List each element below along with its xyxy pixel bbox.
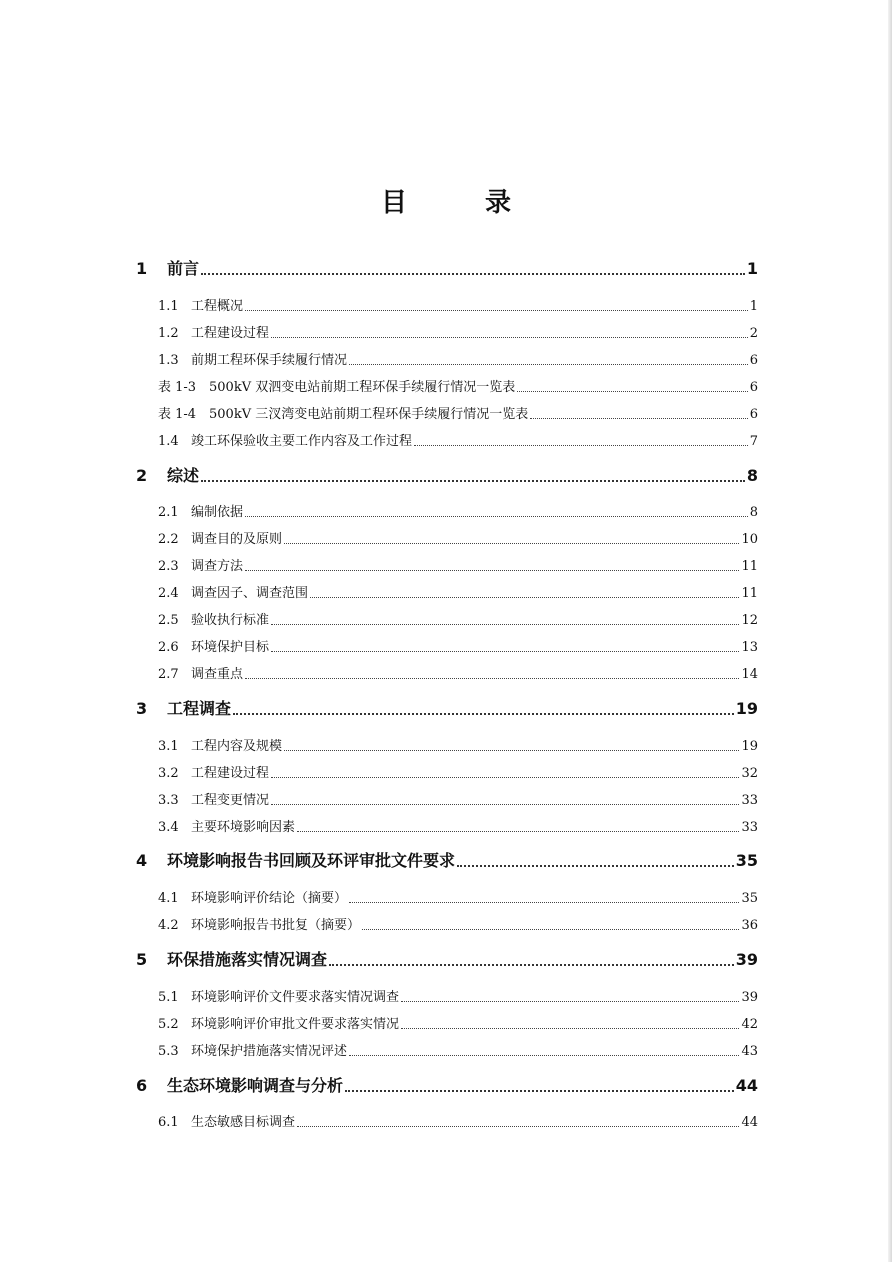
dot-leader	[271, 804, 739, 805]
toc-entry-number: 5.1	[158, 990, 179, 1005]
toc-entry-page: 6	[749, 353, 758, 368]
toc-entry-page: 11	[741, 559, 758, 574]
toc-section-entry[interactable]	[158, 789, 758, 808]
toc-entry-number: 2	[136, 466, 148, 485]
toc-entry-page: 2	[749, 326, 758, 341]
toc-entry-label: 500kV 双泗变电站前期工程环保手续履行情况一览表	[209, 380, 516, 395]
toc-chapter-entry[interactable]	[136, 463, 758, 486]
toc-entry-page: 10	[741, 532, 758, 547]
toc-entry-number: 2.3	[158, 559, 179, 574]
toc-entry-label: 工程变更情况	[191, 793, 270, 808]
toc-section-entry[interactable]	[158, 501, 758, 520]
toc-section-entry[interactable]	[158, 735, 758, 754]
toc-entry-page: 12	[741, 613, 758, 628]
toc-entry-label: 编制依据	[191, 505, 244, 520]
toc-entry-label: 生态环境影响调查与分析	[167, 1076, 344, 1095]
dot-leader	[329, 964, 734, 966]
toc-entry-page: 6	[749, 380, 758, 395]
toc-entry-page: 44	[741, 1115, 758, 1130]
toc-entry-page: 35	[735, 851, 758, 870]
toc-entry-label: 环境影响报告书批复（摘要）	[191, 918, 361, 933]
toc-entry-label: 验收执行标准	[191, 613, 270, 628]
dot-leader	[345, 1090, 734, 1092]
toc-entry-page: 33	[741, 820, 758, 835]
toc-entry-page: 1	[749, 299, 758, 314]
dot-leader	[349, 902, 739, 903]
toc-section-entry[interactable]	[158, 816, 758, 835]
toc-entry-page: 44	[735, 1076, 758, 1095]
toc-entry-number: 1.1	[158, 299, 179, 314]
toc-entry-number: 4.2	[158, 918, 179, 933]
toc-entry-label: 500kV 三汊湾变电站前期工程环保手续履行情况一览表	[209, 407, 529, 422]
toc-entry-number: 2.6	[158, 640, 179, 655]
dot-leader	[271, 624, 739, 625]
toc-entry-label: 调查目的及原则	[191, 532, 283, 547]
toc-entry-label: 工程建设过程	[191, 326, 270, 341]
toc-entry-number: 3.2	[158, 766, 179, 781]
toc-entry-page: 6	[749, 407, 758, 422]
toc-entry-label: 竣工环保验收主要工作内容及工作过程	[191, 434, 413, 449]
dot-leader	[245, 678, 739, 679]
dot-leader	[201, 480, 745, 482]
toc-entry-label: 调查重点	[191, 667, 244, 682]
toc-section-entry[interactable]	[158, 322, 758, 341]
dot-leader	[517, 391, 748, 392]
toc-chapter-entry[interactable]	[136, 256, 758, 279]
toc-entry-label: 环境影响评价审批文件要求落实情况	[191, 1017, 400, 1032]
toc-section-entry[interactable]	[158, 349, 758, 368]
toc-section-entry[interactable]	[158, 295, 758, 314]
toc-entry-number: 3.4	[158, 820, 179, 835]
toc-section-entry[interactable]	[158, 636, 758, 655]
toc-entry-page: 39	[741, 990, 758, 1005]
toc-entry-page: 8	[746, 466, 758, 485]
dot-leader	[201, 273, 745, 275]
toc-entry-number: 5	[136, 950, 148, 969]
dot-leader	[401, 1001, 739, 1002]
toc-entry-label: 环境保护目标	[191, 640, 270, 655]
toc-entry-label: 环境影响报告书回顾及环评审批文件要求	[167, 851, 456, 870]
toc-entry-page: 36	[741, 918, 758, 933]
toc-section-entry[interactable]	[158, 582, 758, 601]
toc-section-entry[interactable]	[158, 430, 758, 449]
toc-entry-page: 39	[735, 950, 758, 969]
toc-entry-page: 32	[741, 766, 758, 781]
toc-entry-label: 主要环境影响因素	[191, 820, 296, 835]
toc-entry-page: 11	[741, 586, 758, 601]
toc-entry-number: 2.7	[158, 667, 179, 682]
toc-entry-page: 13	[741, 640, 758, 655]
toc-chapter-entry[interactable]	[136, 696, 758, 719]
dot-leader	[271, 651, 739, 652]
toc-section-entry[interactable]	[158, 914, 758, 933]
dot-leader	[401, 1028, 739, 1029]
toc-section-entry[interactable]	[158, 986, 758, 1005]
toc-entry-page: 19	[735, 699, 758, 718]
dot-leader	[245, 570, 739, 571]
toc-entry-number: 6.1	[158, 1115, 179, 1130]
toc-entry-label: 综述	[167, 466, 200, 485]
dot-leader	[271, 337, 748, 338]
toc-entry-page: 19	[741, 739, 758, 754]
toc-entry-label: 调查因子、调查范围	[191, 586, 309, 601]
toc-entry-page: 1	[746, 259, 758, 278]
dot-leader	[297, 1126, 739, 1127]
toc-entry-number: 5.2	[158, 1017, 179, 1032]
dot-leader	[284, 543, 739, 544]
toc-entry-page: 33	[741, 793, 758, 808]
toc-entry-label: 前期工程环保手续履行情况	[191, 353, 348, 368]
toc-section-entry[interactable]	[158, 1040, 758, 1059]
toc-entry-label: 前言	[167, 259, 200, 278]
toc-entry-number: 1	[136, 259, 148, 278]
toc-entry-number: 2.5	[158, 613, 179, 628]
toc-entry-number: 1.2	[158, 326, 179, 341]
toc-entry-label: 工程建设过程	[191, 766, 270, 781]
toc-entry-number: 3.3	[158, 793, 179, 808]
toc-entry-label: 环保措施落实情况调查	[167, 950, 328, 969]
toc-entry-number: 6	[136, 1076, 148, 1095]
dot-leader	[362, 929, 739, 930]
toc-section-entry[interactable]	[158, 1111, 758, 1130]
toc-entry-page: 8	[749, 505, 758, 520]
toc-entry-number: 2.2	[158, 532, 179, 547]
toc-section-entry[interactable]	[158, 663, 758, 682]
dot-leader	[233, 713, 734, 715]
toc-entry-number: 2.4	[158, 586, 179, 601]
toc-chapter-entry[interactable]	[136, 1073, 758, 1096]
toc-entry-label: 环境影响评价文件要求落实情况调查	[191, 990, 400, 1005]
dot-leader	[284, 750, 739, 751]
dot-leader	[271, 777, 739, 778]
toc-entry-number: 5.3	[158, 1044, 179, 1059]
toc-section-entry[interactable]	[158, 376, 758, 395]
dot-leader	[349, 1055, 739, 1056]
toc-entry-number: 表 1-3	[158, 380, 197, 395]
toc-entry-label: 环境影响评价结论（摘要）	[191, 891, 348, 906]
toc-section-entry[interactable]	[158, 887, 758, 906]
dot-leader	[457, 865, 734, 867]
toc-chapter-entry[interactable]	[136, 947, 758, 970]
dot-leader	[245, 310, 748, 311]
page-title: 目 录	[380, 188, 537, 218]
toc-entry-number: 4.1	[158, 891, 179, 906]
toc-entry-label: 环境保护措施落实情况评述	[191, 1044, 348, 1059]
toc-entry-page: 7	[749, 434, 758, 449]
toc-chapter-entry[interactable]	[136, 848, 758, 871]
toc-entry-label: 工程概况	[191, 299, 244, 314]
toc-entry-label: 生态敏感目标调查	[191, 1115, 296, 1130]
toc-entry-number: 4	[136, 851, 148, 870]
dot-leader	[297, 831, 739, 832]
toc-entry-page: 14	[741, 667, 758, 682]
toc-entry-number: 1.4	[158, 434, 179, 449]
dot-leader	[245, 516, 748, 517]
dot-leader	[414, 445, 748, 446]
dot-leader	[530, 418, 748, 419]
toc-entry-label: 工程内容及规模	[191, 739, 283, 754]
toc-section-entry[interactable]	[158, 609, 758, 628]
toc-entry-page: 35	[741, 891, 758, 906]
toc-entry-number: 3.1	[158, 739, 179, 754]
toc-entry-number: 1.3	[158, 353, 179, 368]
toc-entry-label: 调查方法	[191, 559, 244, 574]
dot-leader	[349, 364, 748, 365]
toc-entry-page: 43	[741, 1044, 758, 1059]
toc-section-entry[interactable]	[158, 762, 758, 781]
toc-entry-page: 42	[741, 1017, 758, 1032]
toc-section-entry[interactable]	[158, 555, 758, 574]
toc-section-entry[interactable]	[158, 1013, 758, 1032]
toc-entry-number: 2.1	[158, 505, 179, 520]
toc-section-entry[interactable]	[158, 403, 758, 422]
toc-entry-number: 3	[136, 699, 148, 718]
toc-section-entry[interactable]	[158, 528, 758, 547]
toc-entry-number: 表 1-4	[158, 407, 197, 422]
toc-entry-label: 工程调查	[167, 699, 232, 718]
dot-leader	[310, 597, 739, 598]
